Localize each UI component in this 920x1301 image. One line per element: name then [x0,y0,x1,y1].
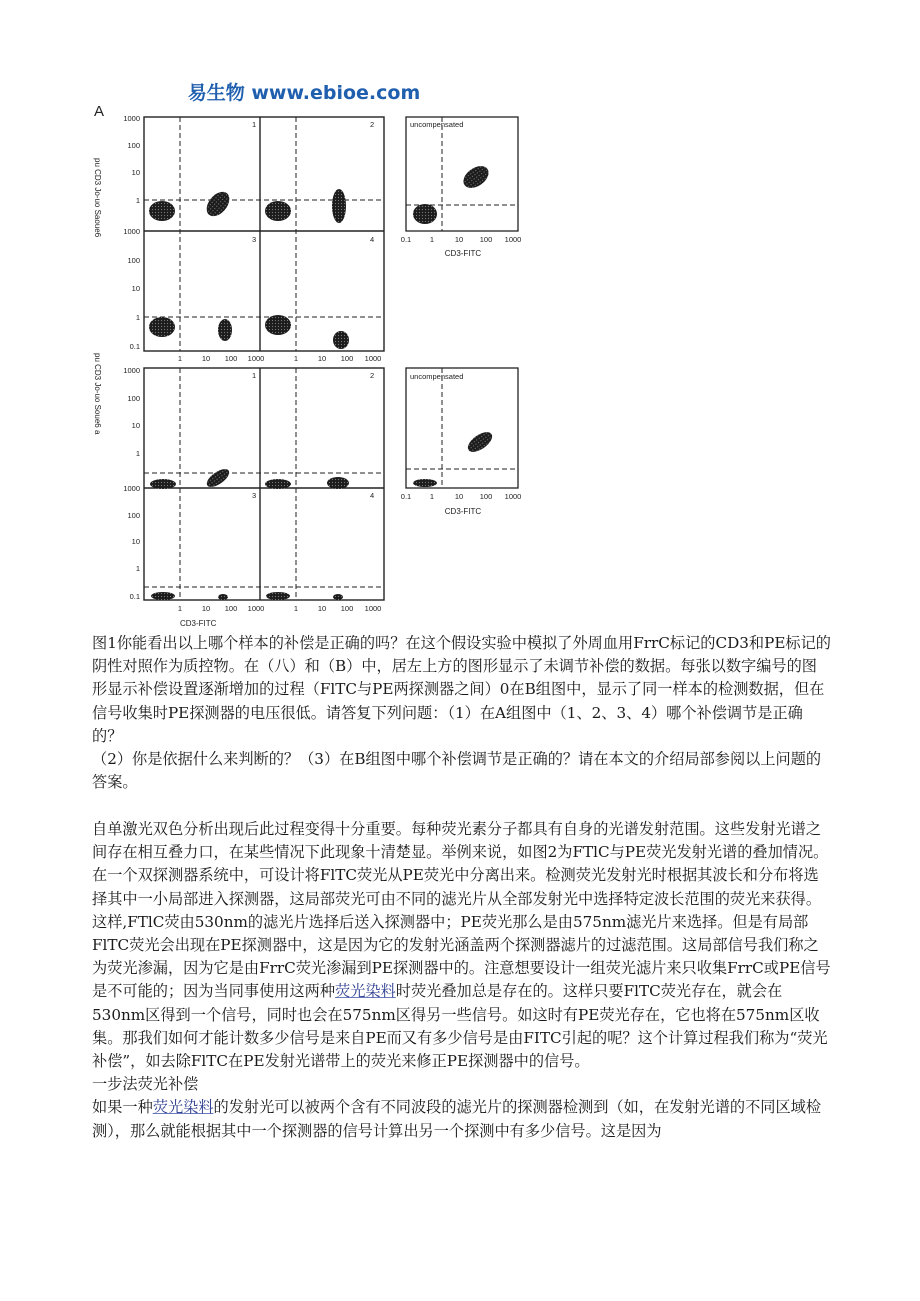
x-tick: 1 [429,235,435,244]
dye-link[interactable]: 染料 [183,1098,214,1117]
x-tick: 1 [177,354,183,363]
cell-cluster [150,479,176,489]
cell-cluster [149,201,175,221]
subplot-number: 4 [370,491,375,500]
x-tick: 1 [293,604,299,613]
cell-cluster [413,204,437,224]
cell-cluster [218,594,228,600]
cell-cluster [265,479,291,489]
panel-a-y-label: pu CD3 Jo-uo Saoue6 [93,158,102,238]
cell-cluster [149,317,175,337]
caption-text: 图1你能看出以上哪个样本的补偿是正确的吗？在这个假设实验中模拟了外周血用FrrC标记的CD3和PE标记的阴性对照作为质控物。在（八）和（B）中，居左上方的图形显示了未调节补偿的数据。每张以数字编号的图形显示补偿设置逐渐增加的过程（FlTC与PE两探测器之间）0在B组图中，显示了同一样本的检测数据，但在信号收集时PE探测器的电压很低。请答复下列问题：（1）在A组图中（1、2、3、4）哪个补偿调节是正确的？ [92,634,831,745]
paragraph-text: 自单激光双色分析出现后此过程变得十分重要。每种荧光素分子都具有自身的光谱发射范围。这些发射光谱之间存在相互叠力口，在某些情况下此现象十清楚显。举例来说，如图2为FTlC与PE荧光发射光谱的叠加情况。在一个双探测器系统中，可设计将FlTC荧光从PE荧光中分离出来。检测荧光发射光时根据其波长和分布将选择其中一小局部进入探测器，这局部荧光可由不同的滤光片从全部发射光中选择特定波长范围的荧光来获得。这样,FTlC荧由530nm的滤光片选择后送入探测器中；PE荧光那么是由575nm滤光片来选择。但是有局部FlTC荧光会出现在PE探测器中，这是因为它的发射光涵盖两个探测器滤片的过滤范围。这局部信号我们称之为荧光渗漏，因为它是由FrrC荧光渗漏到PE探测器中的。注意想要设计一组荧光滤片来只收集FrrC或PE信号是不可能的；因为当同事使用这两种 [92,820,831,1001]
x-tick: 1000 [504,492,522,501]
subplot-number: 3 [252,235,257,244]
uncompensated-label: uncompensated [410,372,464,381]
cell-cluster [413,479,437,487]
section-heading: 一步法荧光补偿 [92,1075,199,1094]
paragraph-text: 的发射光可以被两个含有不同波段的滤光片的探测器检测到（如，在发射光谱的不同区域检测），那么就能根据其中一个探测器的信号计算出另一个探测中有多少信号。这是因为 [92,1098,821,1140]
x-tick: 10 [317,354,327,363]
y-tick: 10 [131,168,140,177]
x-tick: 10 [454,235,464,244]
body-paragraph [92,818,832,1143]
y-tick: 0.1 [129,342,140,351]
x-tick: 100 [479,492,493,501]
x-tick: 1000 [504,235,522,244]
cell-cluster [465,428,496,456]
cell-cluster [266,592,290,600]
fluorescence-link[interactable]: 荧光 [152,1098,184,1117]
y-tick: 10 [131,537,140,546]
y-tick: 100 [127,141,140,150]
x-tick: 100 [224,604,238,613]
y-tick: 10 [131,284,140,293]
subplot-number: 2 [370,371,375,380]
panel-a-letter: A [94,103,105,120]
cell-cluster [265,315,291,335]
x-tick: 1 [293,354,299,363]
cell-cluster [327,477,349,489]
y-tick: 1000 [123,227,140,236]
y-tick: 1000 [123,484,140,493]
x-tick: 1000 [247,354,265,363]
cell-cluster [333,594,343,600]
caption-text-2: （2）你是依据什么来判断的？（3）在B组图中哪个补偿调节是正确的？请在本文的介绍局部参阅以上问题的答案。 [92,750,822,792]
y-tick: 10 [131,421,140,430]
y-tick: 1 [135,564,140,573]
y-tick: 1000 [123,114,140,123]
x-axis-label: CD3-FITC [444,249,482,258]
y-tick: 1 [135,196,140,205]
watermark: 易生物 www.ebioe.com [187,82,421,104]
x-tick: 0.1 [400,492,412,501]
x-tick: 1000 [247,604,265,613]
panel-b-grid [123,366,384,628]
cell-cluster [332,189,346,223]
x-tick: 1 [177,604,183,613]
y-tick: 1000 [123,366,140,375]
fluorescent-dye-link[interactable]: 荧光染料 [335,982,396,1001]
cell-cluster [204,466,232,491]
x-tick: 100 [479,235,493,244]
panel-b-uncompensated [401,368,522,516]
x-tick: 0.1 [400,235,412,244]
cell-cluster [333,331,349,349]
cell-cluster [265,201,291,221]
y-tick: 100 [127,511,140,520]
y-tick: 1 [135,449,140,458]
y-tick: 1 [135,313,140,322]
x-tick: 10 [201,354,211,363]
x-tick: 100 [340,354,354,363]
paragraph-text: 如果一种 [92,1098,153,1117]
x-tick: 1000 [364,354,382,363]
paragraph-text: 时荧光叠加总是存在的。这样只要FlTC荧光存在，就会在530nm区得到一个信号，同时也会在575nm区得另一些信号。如这时有PE荧光存在，它也将在575nm区收集。那我们如何才能计数多少信号是来自PE而又有多少信号是由FITC引起的呢？这个计算过程我们称为“荧光补偿”，如去除FlTC在PE发射光谱带上的荧光来修正PE探测器中的信号。 [92,982,828,1071]
subplot-number: 1 [252,120,257,129]
subplot-number: 4 [370,235,375,244]
x-tick: 100 [340,604,354,613]
x-tick: 10 [201,604,211,613]
x-axis-label: CD3-FITC [180,619,217,628]
x-tick: 10 [454,492,464,501]
subplot-number: 3 [252,491,257,500]
y-tick: 100 [127,256,140,265]
y-tick: 100 [127,394,140,403]
figure-caption [92,632,832,794]
panel-a-grid [123,114,384,363]
x-tick: 1 [429,492,435,501]
cell-cluster [218,319,232,341]
uncompensated-label: uncompensated [410,120,464,129]
x-tick: 10 [317,604,327,613]
x-tick: 100 [224,354,238,363]
subplot-number: 2 [370,120,375,129]
subplot-number: 1 [252,371,257,380]
x-axis-label: CD3-FITC [444,507,482,516]
panel-a-uncompensated [401,117,522,258]
cell-cluster [202,187,234,220]
y-tick: 0.1 [129,592,140,601]
cell-cluster [151,592,175,600]
cell-cluster [459,162,492,193]
compensation-figure [88,70,528,630]
x-tick: 1000 [364,604,382,613]
panel-b-y-label: pu CD3 Jo-uo Soue6 a [93,353,102,435]
